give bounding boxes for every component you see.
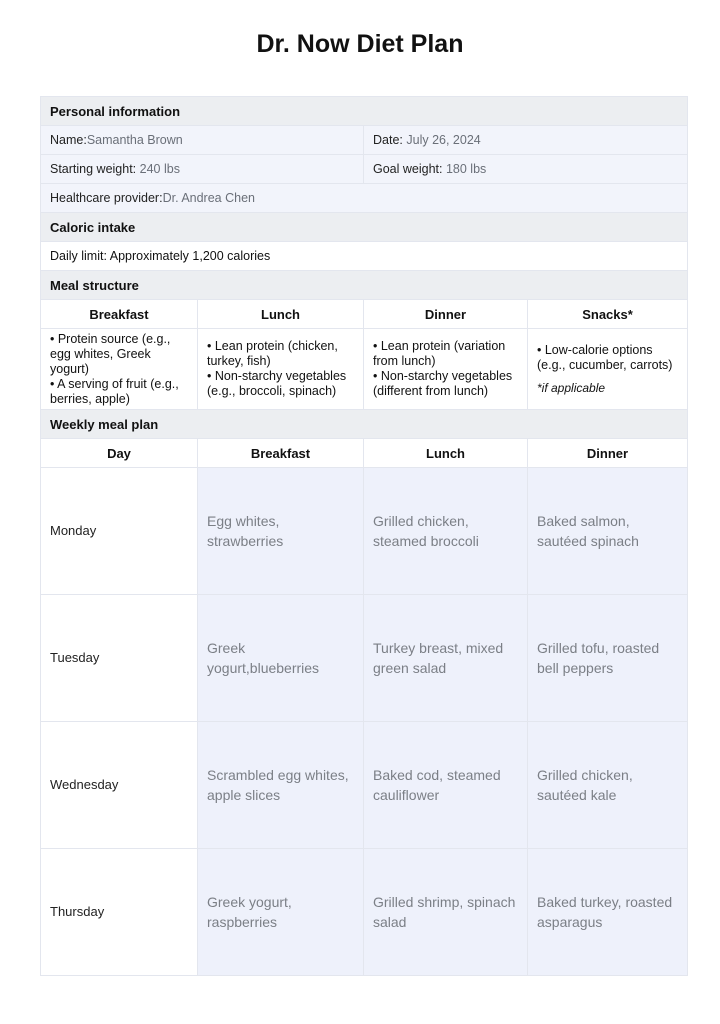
provider-value: Dr. Andrea Chen (162, 191, 255, 205)
dinner-guidelines (364, 329, 528, 410)
day-cell: Tuesday (41, 595, 198, 722)
table-row (41, 595, 688, 722)
list-item: • Non-starchy vegetables (different from lunch) (373, 369, 513, 398)
section-heading: Personal information (41, 97, 688, 126)
day-cell: Thursday (41, 849, 198, 976)
table-row (41, 849, 688, 976)
breakfast-cell: Greek yogurt,blueberries (198, 595, 364, 722)
section-weekly-meal-plan (41, 410, 688, 439)
column-header: Breakfast (198, 439, 364, 468)
column-header: Dinner (528, 439, 688, 468)
list-item: • Lean protein (chicken, turkey, fish) (207, 339, 338, 368)
meal-structure-row (41, 329, 688, 410)
lunch-guidelines (198, 329, 364, 410)
section-heading: Caloric intake (41, 213, 688, 242)
lunch-cell: Grilled chicken, steamed broccoli (364, 468, 528, 595)
breakfast-cell: Greek yogurt, raspberries (198, 849, 364, 976)
weekly-header-row (41, 439, 688, 468)
weight-row (41, 155, 688, 184)
goal-weight-label: Goal weight: (373, 162, 443, 176)
list-item: • Non-starchy vegetables (e.g., broccoli, spinach) (207, 369, 347, 398)
dinner-cell: Grilled chicken, sautéed kale (528, 722, 688, 849)
section-personal-information (41, 97, 688, 126)
list-item: • Low-calorie options (e.g., cucumber, carrots) (537, 342, 673, 372)
dinner-cell: Baked turkey, roasted asparagus (528, 849, 688, 976)
provider-cell (41, 184, 688, 213)
column-header: Lunch (364, 439, 528, 468)
breakfast-cell: Egg whites, strawberries (198, 468, 364, 595)
page-title: Dr. Now Diet Plan (256, 30, 464, 58)
column-header: Breakfast (41, 300, 198, 329)
snacks-note: *if applicable (537, 380, 606, 395)
section-meal-structure (41, 271, 688, 300)
dinner-cell: Grilled tofu, roasted bell peppers (528, 595, 688, 722)
breakfast-guidelines (41, 329, 198, 410)
table-row (41, 722, 688, 849)
list-item: • Lean protein (variation from lunch) (373, 339, 506, 368)
lunch-cell: Baked cod, steamed cauliflower (364, 722, 528, 849)
snacks-guidelines (528, 329, 688, 410)
day-cell: Wednesday (41, 722, 198, 849)
starting-weight-label: Starting weight: (50, 162, 137, 176)
meal-structure-header-row (41, 300, 688, 329)
date-value: July 26, 2024 (406, 133, 481, 147)
section-caloric-intake (41, 213, 688, 242)
date-cell (364, 126, 688, 155)
dinner-cell: Baked salmon, sautéed spinach (528, 468, 688, 595)
lunch-cell: Grilled shrimp, spinach salad (364, 849, 528, 976)
name-label: Name: (50, 133, 87, 147)
column-header: Snacks* (528, 300, 688, 329)
section-heading: Weekly meal plan (41, 410, 688, 439)
breakfast-cell: Scrambled egg whites, apple slices (198, 722, 364, 849)
column-header: Lunch (198, 300, 364, 329)
provider-row (41, 184, 688, 213)
day-cell: Monday (41, 468, 198, 595)
daily-limit-row (41, 242, 688, 271)
goal-weight-value: 180 lbs (445, 162, 487, 176)
name-value: Samantha Brown (86, 133, 183, 147)
list-item: • Protein source (e.g., egg whites, Greek yogurt) (50, 331, 171, 376)
table-row (41, 468, 688, 595)
goal-weight-cell (364, 155, 688, 184)
name-cell (41, 126, 364, 155)
provider-label: Healthcare provider: (50, 191, 163, 205)
lunch-cell: Turkey breast, mixed green salad (364, 595, 528, 722)
daily-limit-text: Daily limit: Approximately 1,200 calories (41, 242, 688, 271)
column-header: Dinner (364, 300, 528, 329)
starting-weight-value: 240 lbs (139, 162, 180, 176)
section-heading: Meal structure (41, 271, 688, 300)
column-header: Day (41, 439, 198, 468)
list-item: • A serving of fruit (e.g., berries, apple) (50, 376, 179, 406)
diet-plan-table (40, 96, 688, 976)
date-label: Date: (373, 133, 403, 147)
starting-weight-cell (41, 155, 364, 184)
name-date-row (41, 126, 688, 155)
